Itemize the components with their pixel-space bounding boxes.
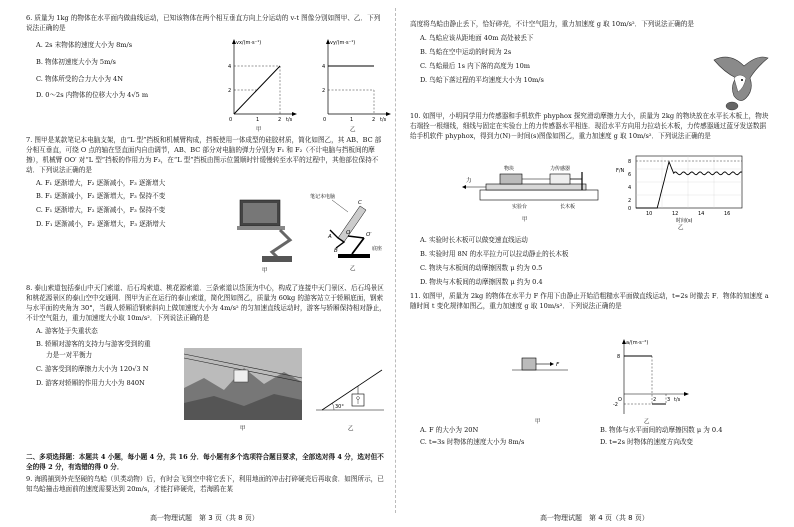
q10-ytick: 6 xyxy=(628,172,632,178)
q6-stem: 6. 质量为 1kg 的物体在水平面内做曲线运动，已知该物体在两个相互垂直方向上分运动的 v-t 图像分别如图甲、乙．下列说法正确的是 xyxy=(26,14,381,32)
q10-xtick: 10 xyxy=(646,211,653,217)
q10-apparatus xyxy=(460,160,610,216)
q10-option-d: D. 物块与木板间的动摩擦因数 μ 约为 0.4 xyxy=(420,277,543,286)
q11-xlabel: t/s xyxy=(674,397,681,403)
q8-stem: 8. 泰山索道包括泰山中天门索道、后石坞索道、桃花源索道．三条索道以岱顶为中心，构成了连接中天门景区、后石坞景区和桃花源景区的泰山空中交通网．图甲为正在运行的泰山索道，简化图如图乙，质量为 60kg 的游客站立于轿厢底面，钢索与水平面的夹角为 30°，当载人轿厢沿钢索斜向上做加速度大小为 4m/s² 的匀加速直线运动时，游客与轿厢保持相对静止，不计空气阻力，重力加速度大小取 10m/s²．下列说法正确的是 xyxy=(26,284,386,322)
q7-stem: 7. 图甲是某款笔记本电脑支架，由“L 型”挡板和机械臂构成，挡板使用一体成型的硅胶材质，简化如图乙，其 AB、BC 部分相互垂直，可绕 O 点的轴在竖直面内自由调节，AB、BC 部分对电脑的弹力分别为 F₁ 和 F₂（不计电脑与挡板间的摩擦），机械臂 OO′ 对“L 型”挡板的作用力为 F₃，在“L 型”挡板由图示位置顺时针缓慢转至水平的过程中，其他部位保持不动．下列说法正确的是 xyxy=(26,136,382,174)
q11-force-label: F xyxy=(556,362,560,368)
q8-angle-label: 30° xyxy=(335,404,344,410)
q10-option-a: A. 实验时长木板可以做变速直线运动 xyxy=(420,236,528,244)
q6-option-b: B. 物体初速度大小为 5m/s xyxy=(36,57,116,66)
q8-option-c: C. 游客受到的摩擦力大小为 120√3 N xyxy=(36,365,149,374)
q7-point-o: O xyxy=(346,230,351,236)
q7-point-b: B xyxy=(334,248,338,254)
right-page xyxy=(410,20,770,452)
q8-option-d: D. 游客对轿厢的作用力大小为 840N xyxy=(36,379,145,388)
q11-option-d: D. t=2s 时物体的速度方向改变 xyxy=(600,438,694,446)
q11-xtick: O xyxy=(618,397,622,403)
q10-xlabel: 时间(s) xyxy=(676,218,693,224)
q6-graph-b-ylabel: vy/(m·s⁻¹) xyxy=(330,40,356,46)
q11-xtick: 2 xyxy=(653,397,657,403)
q10-force-label: 力 xyxy=(466,178,472,184)
q7-figure-a xyxy=(232,194,302,274)
q6-graph-a-xlabel: t/s xyxy=(286,117,293,123)
q7-option-d: D. F₁ 逐渐减小，F₂ 逐渐增大，F₃ 逐渐增大 xyxy=(36,220,166,229)
q9-option-d: D. 鸟蛤下落过程的平均速度大小为 10m/s xyxy=(420,75,544,84)
q11-caption-b: 乙 xyxy=(644,419,650,425)
q7-option-a: A. F₁ 逐渐增大，F₂ 逐渐减小，F₃ 逐渐增大 xyxy=(36,178,166,187)
q11-ytick: -2 xyxy=(613,402,618,408)
q6-graph-a-xtick: 2 xyxy=(278,117,282,123)
q10-ytick: 4 xyxy=(628,185,632,191)
q6-graph-a-ytick: 4 xyxy=(228,64,232,70)
q6-graph-a-xtick: 0 xyxy=(229,117,233,123)
q11-acceleration-graph xyxy=(610,338,690,422)
q6-graph-b-xtick: 2 xyxy=(372,117,376,123)
q8-option-b-cont: 力是一对平衡力 xyxy=(46,351,93,360)
section-2-heading: 二、多项选择题：本题共 4 小题，每小题 4 分，共 16 分．每小题有多个选项符合题目要求，全部选对得 4 分，选对但不全的得 2 分，有选错的得 0 分． xyxy=(26,453,384,471)
q7-option-b: B. F₁ 逐渐减小，F₂ 逐渐增大，F₃ 保持不变 xyxy=(36,192,166,201)
q6-option-c: C. 物体所受的合力大小为 4N xyxy=(36,74,123,83)
q6-graph-a xyxy=(222,36,302,126)
q11-option-c: C. t=3s 时物体的速度大小为 8m/s xyxy=(420,438,525,446)
question-8 xyxy=(26,284,386,450)
q8-diagram xyxy=(312,348,388,434)
q8-caption-b: 乙 xyxy=(348,426,354,432)
q11-block-figure xyxy=(510,350,570,390)
q10-xtick: 12 xyxy=(672,211,679,217)
q6-graph-b-ytick: 2 xyxy=(322,88,326,94)
q7-figure-b xyxy=(308,190,392,276)
q6-graph-b-xlabel: t/s xyxy=(380,117,387,123)
q6-option-a: A. 2s 末物体的速度大小为 8m/s xyxy=(36,40,133,49)
q6-graph-b-xtick: 1 xyxy=(350,117,354,123)
q10-xtick: 16 xyxy=(724,211,731,217)
question-7 xyxy=(26,136,386,284)
q6-graph-b-ytick: 4 xyxy=(322,64,326,70)
q11-ytick: 8 xyxy=(617,354,621,360)
q9-stem-start: 9. 海鸥捕到外壳坚硬的鸟蛤（贝类动物）后，有时会飞到空中将它丢下，利用地面的冲击打碎硬壳后再取食．如图所示，已知鸟蛤撞击地面前的速度需要达到 20m/s，才能打碎硬壳，若海鸥在某 xyxy=(26,474,384,493)
q6-caption-b: 乙 xyxy=(350,127,356,133)
q7-notebook-label: 笔记本电脑 xyxy=(310,194,336,200)
question-10 xyxy=(410,112,770,292)
q10-board-label: 长木板 xyxy=(560,204,576,210)
q6-graph-a-xtick: 1 xyxy=(256,117,260,123)
right-page-footer: 高一物理试题 第 4 页（共 8 页） xyxy=(540,513,649,522)
q7-point-c: C xyxy=(358,200,362,206)
q6-caption-a: 甲 xyxy=(256,127,262,133)
q10-xtick: 14 xyxy=(698,211,705,217)
q10-ylabel: F/N xyxy=(616,168,625,174)
q8-option-b: B. 轿厢对游客的支持力与游客受到的重 xyxy=(36,340,151,349)
q7-base-label: 底座 xyxy=(372,246,383,252)
q9-option-b: B. 鸟蛤在空中运动的时间为 2s xyxy=(420,47,512,56)
q9-option-c: C. 鸟蛤最后 1s 内下落的高度为 10m xyxy=(420,61,531,70)
left-page-footer: 高一物理试题 第 3 页（共 8 页） xyxy=(150,513,259,522)
q10-stem: 10. 如图甲，小明同学用力传感器和手机软件 phyphox 探究滑动摩擦力大小，质量为 2kg 的物块放在水平长木板上，物块右端拴一根细线，细线与固定在实验台上的力传感器水平相连．现沿水平方向用力拉动长木板，力传感器通过蓝牙发送数据给手机软件 phyphox，得到力(N)－时间(s)图像如图乙，重力加速度 g 取 10m/s²．下列说法正确的是 xyxy=(410,112,769,140)
q10-option-b: B. 实验时用 8N 的水平拉力可以拉动静止的长木板 xyxy=(420,249,569,258)
q8-photo xyxy=(184,348,304,434)
q10-ytick: 8 xyxy=(628,159,632,165)
q11-xtick: 3 xyxy=(667,397,671,403)
q7-caption-b: 乙 xyxy=(350,266,356,272)
q10-sensor-label: 力传感器 xyxy=(550,166,571,172)
q7-option-c: C. F₁ 逐渐增大，F₂ 逐渐减小，F₃ 保持不变 xyxy=(36,206,166,215)
q11-ylabel: a/(m·s⁻²) xyxy=(626,340,649,346)
q6-graph-a-ylabel: vx/(m·s⁻¹) xyxy=(236,40,262,46)
q11-caption-a: 甲 xyxy=(535,419,541,425)
q7-caption-a: 甲 xyxy=(262,268,268,274)
q7-point-a: A xyxy=(328,234,332,240)
q10-caption-a: 甲 xyxy=(522,217,528,223)
question-11 xyxy=(410,292,770,452)
q6-graph-a-ytick: 2 xyxy=(228,88,232,94)
q6-graph-a-line xyxy=(234,66,280,114)
q7-point-o-prime: O′ xyxy=(366,232,372,238)
q9-stem-cont: 高度将鸟蛤由静止丢下，恰好碎壳，不计空气阻力，重力加速度 g 取 10m/s²．下列说法正确的是 xyxy=(410,20,694,28)
q6-option-d: D. 0～2s 内物体的位移大小为 4√5 m xyxy=(36,91,149,100)
question-9-cont xyxy=(410,20,770,112)
q10-force-time-graph xyxy=(616,152,746,226)
q8-caption-a: 甲 xyxy=(240,426,246,432)
question-6 xyxy=(26,14,386,132)
q9-option-a: A. 鸟蛤应该从距地面 40m 高处被丢下 xyxy=(420,33,534,42)
q8-option-a: A. 游客处于失重状态 xyxy=(36,326,98,335)
seagull-illustration xyxy=(710,50,770,114)
q6-graph-b-xtick: 0 xyxy=(323,117,327,123)
q10-option-c: C. 物块与木板间的动摩擦因数 μ 约为 0.5 xyxy=(420,263,543,272)
q10-table-label: 实验台 xyxy=(512,204,528,210)
q11-stem: 11. 如图甲，质量为 2kg 的物体在水平力 F 作用下由静止开始沿粗糙水平面做直线运动，t=2s 时撤去 F．物体的加速度 a 随时间 t 变化规律如图乙，重力加速度 g 取 10m/s²．下列说法正确的是 xyxy=(410,292,769,310)
q11-option-b: B. 物体与水平面间的动摩擦因数 μ 为 0.4 xyxy=(600,426,723,434)
q6-graph-b xyxy=(316,36,396,126)
q10-block-label: 物块 xyxy=(504,166,515,172)
q10-caption-b: 乙 xyxy=(678,225,684,231)
q11-option-a: A. F 的大小为 20N xyxy=(420,426,479,434)
q10-ytick: 2 xyxy=(628,198,632,204)
left-page xyxy=(26,14,386,496)
q10-ytick: 0 xyxy=(628,206,632,212)
